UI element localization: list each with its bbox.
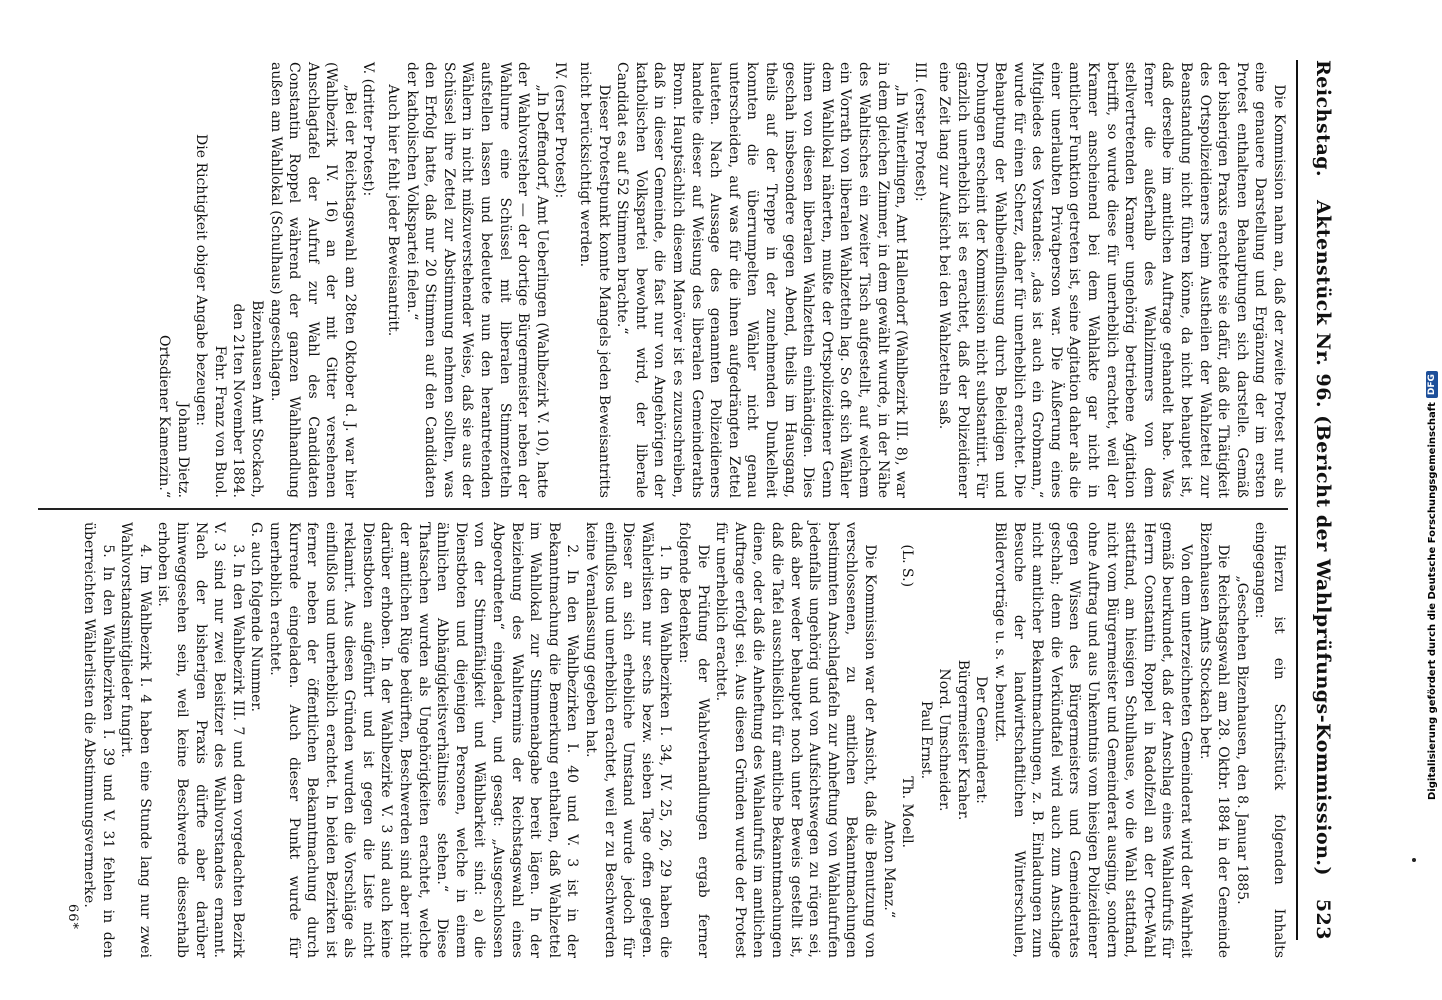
left-text-column — [154, 62, 1288, 498]
right-column-paragraph: Die Kommission war der Ansicht, daß die Benutzung von verschlossenen, zu amtlichen Bekanntmachungen bestimmten Anschlagtafeln zur Anheftung von Wahlaufrufen jedenfalls ungehörig und von Aufsichtswegen zu rügen sei, daß aber weder behauptet noch unter Beweis gestellt ist, daß die Tafel ausschließlich für amtliche Bekanntmachungen diene, oder daß die Anheftung des Wahlaufrufs im amtlichen Auftrage erfolgt sei. Aus diesen Gründen wurde der Protest für unerheblich erachtet. — [713, 522, 878, 958]
dfg-logo: DFG — [1426, 371, 1438, 398]
right-column-paragraph: 1. In den Wahlbezirken I. 34, IV. 25, 26, 29 haben die Wählerlisten nur sechs bezw. sieben Tage offen gelegen. Dieser an sich erhebliche Umstand wurde jedoch für einflußlos und unerheblich erachtet, weil er zu Beschwerden keine Veranlassung gegeben hat. — [583, 522, 674, 958]
signature-mark: 66* — [65, 903, 80, 930]
right-column-paragraph: 4. Im Wahlbezirk I. 4 haben eine Stunde lang nur zwei Wahlvorstandsmitglieder fungirt. — [118, 522, 153, 958]
right-column-paragraph: Bürgermeister Kraher. — [954, 659, 971, 821]
running-header — [1304, 60, 1334, 940]
left-column-paragraph: V. (dritter Protest): — [360, 62, 377, 197]
left-column-paragraph: Dieser Protestpunkt konnte Mangels jeden Beweisantritts nicht berücksichtigt werden. — [577, 62, 612, 498]
right-column-paragraph: 3. In den Wahlbezirk III. 7 und dem vorgedachten Bezirk V. 3 sind nur zwei Beisitzer des Wahlvorstandes ernannt. Nach der bisherigen Praxis dürfte aber darüber hinweggesehen sein, weil keine Beschwerde diesserhalb erhoben ist. — [155, 522, 246, 958]
right-column-paragraph: Von dem unterzeichneten Gemeinderat wird der Wahrheit gemäß beurkundet, daß der Anschlag eines Wahlaufrufs für Herrn Constantin Roppel in Radolfzell an der Orte-Wahl stattfand, am hiesigen Schulhause, wo die Wahl stattfand, nicht vom Bürgermeister und Gemeinderat ausging, sondern ohne Auftrag und aus Unkenntnis vom hiesigen Polizeidiener gegen Wissen des Bürgermeisters und Gemeinderates geschah; denn die Verkündtafel wird auch zum Anschlage nicht amtlicher Bekanntmachungen, z. B. Einladungen zum Besuche der landwirtschaftlichen Winterschulen, Bildervorträge u. s. w. benutzt. — [992, 522, 1195, 958]
right-column-paragraph: „Geschehen Bizenhausen, den 8. Januar 1885. — [1233, 575, 1250, 905]
signature-name: Th. Moell. — [899, 776, 916, 848]
right-column-paragraph: Die Reichstagswahl am 28. Oktbr. 1884 in der Gemeinde Bizenhausen Amts Stockach betr. — [1196, 522, 1232, 958]
header-left: Reichstag. — [1312, 60, 1334, 178]
left-column-paragraph: Bizenhausen Amt Stockach, — [248, 300, 265, 498]
left-column-paragraph: Die Richtigkeit obiger Angabe bezeugen: — [193, 134, 210, 426]
header-title: Aktenstück Nr. 96. (Bericht der Wahlprüfungs-Kommission.) — [1312, 199, 1334, 877]
right-text-column — [79, 522, 1288, 958]
left-column-paragraph: III. (erster Protest): — [911, 62, 928, 202]
left-column-paragraph: „In Winterlingen, Amt Hallendorf (Wahlbezirk III. 8), war in dem gleichen Zimmer, in dem gewählt wurde, in der Nähe des Wahltisches ein zweiter Tisch aufgestellt, auf welchem ein Vorrath von liberalen Wahlzetteln lag. So oft sich Wähler dem Wahllokal näherten, mußte der Ortspolizeidiener Genn ihnen von diesen liberalen Wahlzetteln einhändigen. Dies geschah insbesondere gegen Abend, theils im Hausgang, theils auf der Treppe in der zunehmenden Dunkelheit konnten die überrumpelten Wähler nicht genau unterscheiden, auf was für die ihnen aufgedrängten Zettel lauteten. Nach Aussage des genannten Polizeidieners handelte dieser auf Weisung des liberalen Gemeinderaths Bronn. Hauptsächlich diesem Manöver ist es zuzuschreiben, daß in dieser Gemeinde, die fast nur von Angehörigen der katholischen Volkspartei bewohnt wird, der liberale Candidat es auf 52 Stimmen brachte.“ — [614, 62, 910, 498]
left-column-paragraph: IV. (erster Protest): — [552, 62, 569, 199]
right-column-paragraph: Der Gemeinderat: — [973, 676, 990, 804]
page-number: 523 — [1312, 898, 1334, 940]
right-column-paragraph: G. auch folgende Nummer. — [248, 522, 265, 713]
attribution-text: Digitalisierung gefördert durch die Deutsche Forschungsgemeinschaft — [1426, 402, 1438, 800]
right-column-paragraph: Die Prüfung der Wahlverhandlungen ergab ferner folgende Bedenken: — [676, 522, 711, 958]
left-column-paragraph: Die Kommission nahm an, daß der zweite Protest nur als eine genauere Darstellung und Ergänzung der im ersten Protest enthaltenen Behauptungen sich darstelle. Gemäß der bisherigen Praxis erachtete sie dafür, daß die Thätigkeit des Ortspolizeidieners beim Austheilen der Wahlzettel zur Beanstandung nicht führen könne, da nicht behauptet ist, daß derselbe im amtlichen Auftrage gehandelt habe. Was ferner die außerhalb des Wahlzimmers von dem stellvertretenden Kramer ungehörig betriebene Agitation betrifft, so wurde diese für unerheblich erachtet, weil der Kramer anscheinend bei dem Wahlakte gar nicht in amtlicher Funktion getreten ist, seine Agitation daher als die einer unerlaubten Privatperson war. Die Äußerung eines Mitgliedes des Vorstandes: „das ist auch ein Grobmann,“ wurde für einen Scherz, daher für unerheblich erachtet. Die Behauptung der Wahlbeeinflussung durch Beleidigen und Drohungen erscheint der Kommission nicht substantiirt. Für gänzlich unerheblich ist es erachtet, daß der Polizeidiener eine Zeit lang zur Aufsicht bei den Wahlzetteln saß. — [936, 62, 1287, 498]
right-column-paragraph: Paul Ernst. — [917, 700, 934, 780]
left-column-paragraph: Johann Dietz. — [174, 402, 191, 498]
left-column-paragraph: Auch hier fehlt jeder Beweisantritt. — [385, 84, 402, 337]
right-column-paragraph: Anton Manz.“ — [880, 820, 897, 918]
right-column-paragraph — [898, 522, 917, 958]
left-column-paragraph: Ortsdiener Kamenzin.“ — [155, 334, 172, 498]
right-column-paragraph: 2. In den Wahlbezirken I. 40 und V. 3 ist in der Bekanntmachung die Bemerkung enthalten, daß Wahlzettel im Wahllokal zur Stimmenabgabe bereit lägen. In der Beiziehung des Wahltermins der Reichstagswahl eines Abgeordneten“ eingeladen, und gesagt: „Ausgeschlossen von der Stimmfähigkeit und Wählbarkeit sind: a) die Dienstboten und diejenigen Personen, welche in einem ähnlichen Abhängigkeitsverhältnisse stehen.“ Diese Thatsachen wurden als Ungehörigkeiten erachtet, welche der amtlichen Rüge bedürften, Beschwerden sind aber nicht darüber erhoben. In der Wahlbezirke V. 3 sind auch keine Dienstboten aufgeführt und ist gegen die Liste nicht reklamirt. Aus diesen Gründen wurden die Vorschläge als einflußlos und unerheblich erachtet. In beiden Bezirken ist ferner neben der öffentlichen Bekanntmachung durch Kurrende eingeladen. Auch dieser Punkt wurde für unerheblich erachtet. — [266, 522, 581, 958]
right-column-paragraph: 5. In den Wahlbezirken I. 39 und V. 31 fehlen in den überreichten Wählerlisten die Abstimmungsvermerke. — [81, 522, 116, 958]
right-column-paragraph: Nord. Umschneider. — [936, 668, 953, 812]
left-column-paragraph: „In Deffendorf, Amt Ueberlingen (Wahlbezirk V. 10), hatte der Wahlvorsteher — der dortige Bürgermeister neben der Wahlurne eine Schüssel mit liberalen Stimmzetteln aufstellen lassen und bedeutete nun den herantretenden Wählern in nicht mißzuverstehender Weise, daß sie aus der Schüssel ihre Zettel zur Abstimmung nehmen sollten, was den Erfolg hatte, daß nur 20 Stimmen auf den Candidaten der katholischen Volkspartei fielen.“ — [403, 62, 550, 498]
attribution-strip — [1404, 0, 1438, 1000]
column-divider — [38, 508, 1288, 510]
header-rule — [1296, 60, 1298, 940]
scan-speck — [1412, 858, 1416, 862]
seal-mark: (L. S.) — [899, 544, 916, 588]
right-column-paragraph: Hierzu ist ein Schriftstück folgenden Inhalts eingegangen: — [1252, 522, 1287, 958]
left-column-paragraph: „Bei der Reichstagswahl am 28ten Oktober d. J. war hier (Wahlbezirk IV. 16) an der mit Gitter versehenen Anschlagtafel der Aufruf zur Wahl des Candidaten Constantin Roppel während der ganzen Wahlhandlung außen am Wahllokal (Schulhaus) angeschlagen. — [267, 62, 358, 498]
left-column-paragraph: Fehr. Franz von Buol. — [211, 345, 228, 498]
left-column-paragraph: den 21ten November 1884. — [230, 303, 247, 498]
